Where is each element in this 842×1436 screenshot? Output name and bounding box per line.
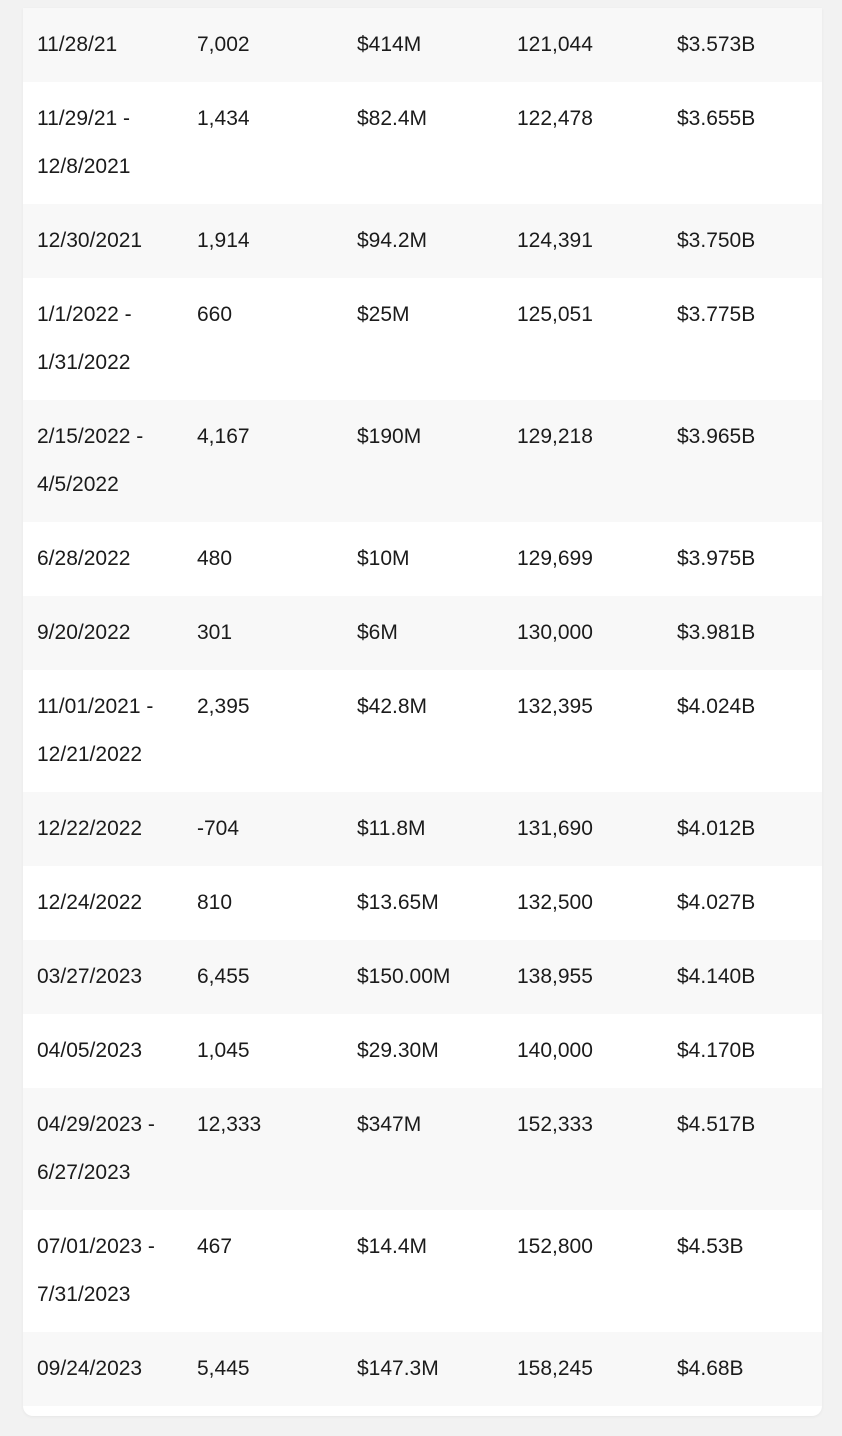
- total-value-cell: $3.965B: [677, 425, 756, 448]
- total-value-cell: $3.981B: [677, 621, 756, 644]
- value-cell: $6M: [357, 621, 398, 644]
- total-amount-cell: 132,500: [517, 891, 593, 914]
- total-amount-cell: 140,000: [517, 1039, 593, 1062]
- total-value-cell: $4.68B: [677, 1357, 744, 1380]
- total-amount-cell: 132,395: [517, 695, 593, 718]
- table-row: [23, 278, 822, 400]
- value-cell: $42.8M: [357, 695, 428, 718]
- table-row: [23, 522, 822, 596]
- table-row: [23, 400, 822, 522]
- date-cell: 2/15/2022 - 4/5/2022: [37, 425, 144, 496]
- date-cell: 9/20/2022: [37, 621, 131, 644]
- data-table: [23, 8, 822, 1406]
- date-cell: 1/1/2022 - 1/31/2022: [37, 303, 132, 374]
- total-value-cell: $4.012B: [677, 817, 756, 840]
- value-cell: $150.00M: [357, 965, 451, 988]
- date-cell: 07/01/2023 - 7/31/2023: [37, 1235, 155, 1306]
- date-cell: 03/27/2023: [37, 965, 143, 988]
- amount-cell: 5,445: [197, 1357, 250, 1380]
- value-cell: $10M: [357, 547, 410, 570]
- value-cell: $82.4M: [357, 107, 428, 130]
- total-amount-cell: 124,391: [517, 229, 593, 252]
- total-value-cell: $3.775B: [677, 303, 756, 326]
- amount-cell: 301: [197, 621, 233, 644]
- date-cell: 12/24/2022: [37, 891, 143, 914]
- total-value-cell: $4.170B: [677, 1039, 756, 1062]
- total-value-cell: $3.975B: [677, 547, 756, 570]
- amount-cell: 1,045: [197, 1039, 250, 1062]
- total-value-cell: $4.027B: [677, 891, 756, 914]
- data-table-card: [23, 8, 822, 1416]
- total-value-cell: $4.53B: [677, 1235, 744, 1258]
- table-row: [23, 866, 822, 940]
- date-cell: 04/05/2023: [37, 1039, 143, 1062]
- total-amount-cell: 138,955: [517, 965, 593, 988]
- total-amount-cell: 152,800: [517, 1235, 593, 1258]
- date-cell: 6/28/2022: [37, 547, 131, 570]
- amount-cell: 1,434: [197, 107, 250, 130]
- total-value-cell: $4.517B: [677, 1113, 756, 1136]
- table-row: [23, 940, 822, 1014]
- total-amount-cell: 121,044: [517, 33, 593, 56]
- total-value-cell: $3.573B: [677, 33, 756, 56]
- date-cell: 09/24/2023: [37, 1357, 143, 1380]
- value-cell: $25M: [357, 303, 410, 326]
- table-row: [23, 8, 822, 82]
- total-value-cell: $3.655B: [677, 107, 756, 130]
- total-value-cell: $4.140B: [677, 965, 756, 988]
- amount-cell: 467: [197, 1235, 233, 1258]
- table-row: [23, 1088, 822, 1210]
- value-cell: $147.3M: [357, 1357, 439, 1380]
- amount-cell: 12,333: [197, 1113, 262, 1136]
- total-amount-cell: 152,333: [517, 1113, 593, 1136]
- table-row: [23, 792, 822, 866]
- table-row: [23, 82, 822, 204]
- date-cell: 12/30/2021: [37, 229, 143, 252]
- table-row: [23, 596, 822, 670]
- amount-cell: 660: [197, 303, 233, 326]
- total-amount-cell: 122,478: [517, 107, 593, 130]
- total-amount-cell: 158,245: [517, 1357, 593, 1380]
- date-cell: 12/22/2022: [37, 817, 143, 840]
- value-cell: $13.65M: [357, 891, 439, 914]
- total-value-cell: $3.750B: [677, 229, 756, 252]
- value-cell: $94.2M: [357, 229, 428, 252]
- date-cell: 11/29/21 - 12/8/2021: [37, 107, 131, 178]
- value-cell: $29.30M: [357, 1039, 439, 1062]
- total-amount-cell: 131,690: [517, 817, 593, 840]
- table-row: [23, 1014, 822, 1088]
- value-cell: $14.4M: [357, 1235, 428, 1258]
- amount-cell: 4,167: [197, 425, 250, 448]
- total-amount-cell: 129,218: [517, 425, 593, 448]
- date-cell: 11/01/2021 - 12/21/2022: [37, 695, 154, 766]
- value-cell: $190M: [357, 425, 422, 448]
- value-cell: $414M: [357, 33, 422, 56]
- total-value-cell: $4.024B: [677, 695, 756, 718]
- amount-cell: 1,914: [197, 229, 250, 252]
- date-cell: 04/29/2023 - 6/27/2023: [37, 1113, 155, 1184]
- amount-cell: 2,395: [197, 695, 250, 718]
- table-row: [23, 1210, 822, 1332]
- total-amount-cell: 125,051: [517, 303, 593, 326]
- table-row: [23, 204, 822, 278]
- amount-cell: 6,455: [197, 965, 250, 988]
- amount-cell: 480: [197, 547, 233, 570]
- amount-cell: 810: [197, 891, 233, 914]
- table-row: [23, 1332, 822, 1406]
- value-cell: $11.8M: [357, 817, 426, 840]
- total-amount-cell: 129,699: [517, 547, 593, 570]
- date-cell: 11/28/21: [37, 33, 118, 56]
- amount-cell: 7,002: [197, 33, 250, 56]
- amount-cell: -704: [197, 817, 240, 840]
- value-cell: $347M: [357, 1113, 422, 1136]
- total-amount-cell: 130,000: [517, 621, 593, 644]
- table-row: [23, 670, 822, 792]
